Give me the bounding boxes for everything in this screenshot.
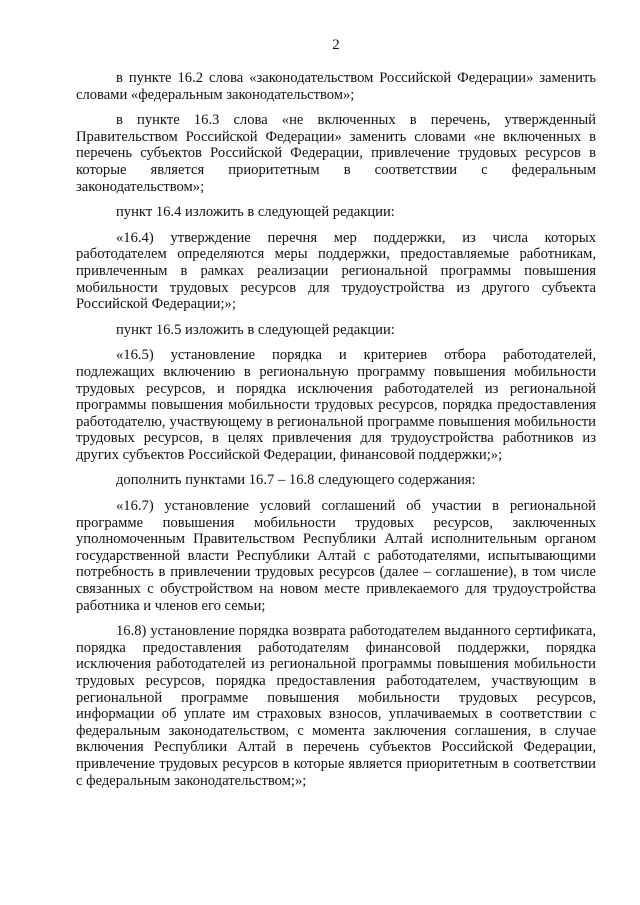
- page-number: 2: [332, 37, 340, 53]
- paragraph-16-4-text: «16.4) утверждение перечня мер поддержки, из числа которых работодателем определяются меры поддержки, предоставляемые работникам, привлеченным в рамках реализации региональной программы повышения мобильности трудовых ресурсов для трудоустройства из другого субъекта Российской Федерации;»;: [76, 229, 596, 313]
- paragraph-16-2: в пункте 16.2 слова «законодательством Российской Федерации» заменить словами «федеральным законодательством»;: [76, 70, 596, 103]
- paragraph-16-5-intro: пункт 16.5 изложить в следующей редакции:: [116, 321, 395, 338]
- paragraph-16-7-text: «16.7) установление условий соглашений об участии в региональной программе повышения мобильности трудовых ресурсов, заключенных уполномоченным Правительством Республики Алтай исполнительным органом государственной власти Республики Алтай с работодателями, испытывающими потребность в привлечении трудовых ресурсов (далее – соглашение), в том числе связанных с обустройством на новом месте привлекаемого для трудоустройства работника и членов его семьи;: [76, 498, 596, 614]
- paragraph-16-3: в пункте 16.3 слова «не включенных в перечень, утвержденный Правительством Российской Федерации» заменить словами «не включенных в перечень субъектов Российской Федерации, привлечение трудовых ресурсов в которые является приоритетным в соответствии с федеральным законодательством»;: [76, 112, 596, 195]
- paragraph-16-5-text: «16.5) установление порядка и критериев отбора работодателей, подлежащих включению в региональную программу повышения мобильности трудовых ресурсов, и порядка исключения работодателей из региональной программы повышения мобильности трудовых ресурсов, порядка предоставления работодателю, участвующему в региональной программе повышения мобильности трудовых ресурсов, в целях привлечения для трудоустройства работников из других субъектов Российской Федерации, финансовой поддержки;»;: [76, 347, 596, 463]
- paragraph-16-8-text: 16.8) установление порядка возврата работодателем выданного сертификата, порядка предоставления работодателям финансовой поддержки, порядка исключения работодателей из региональной программы повышения мобильности трудовых ресурсов, порядка предоставления работодателем, участвующим в региональной программе повышения мобильности трудовых ресурсов, информации об уплате им страховых взносов, уплачиваемых в соответствии с федеральным законодательством, с момента заключения соглашения, в случае включения Республики Алтай в перечень субъектов Российской Федерации, привлечение трудовых ресурсов в которые является приоритетным в соответствии с федеральным законодательством;»;: [76, 623, 596, 789]
- paragraph-16-7-16-8-intro: дополнить пунктами 16.7 – 16.8 следующего содержания:: [116, 472, 476, 489]
- paragraph-16-4-intro: пункт 16.4 изложить в следующей редакции:: [116, 204, 395, 221]
